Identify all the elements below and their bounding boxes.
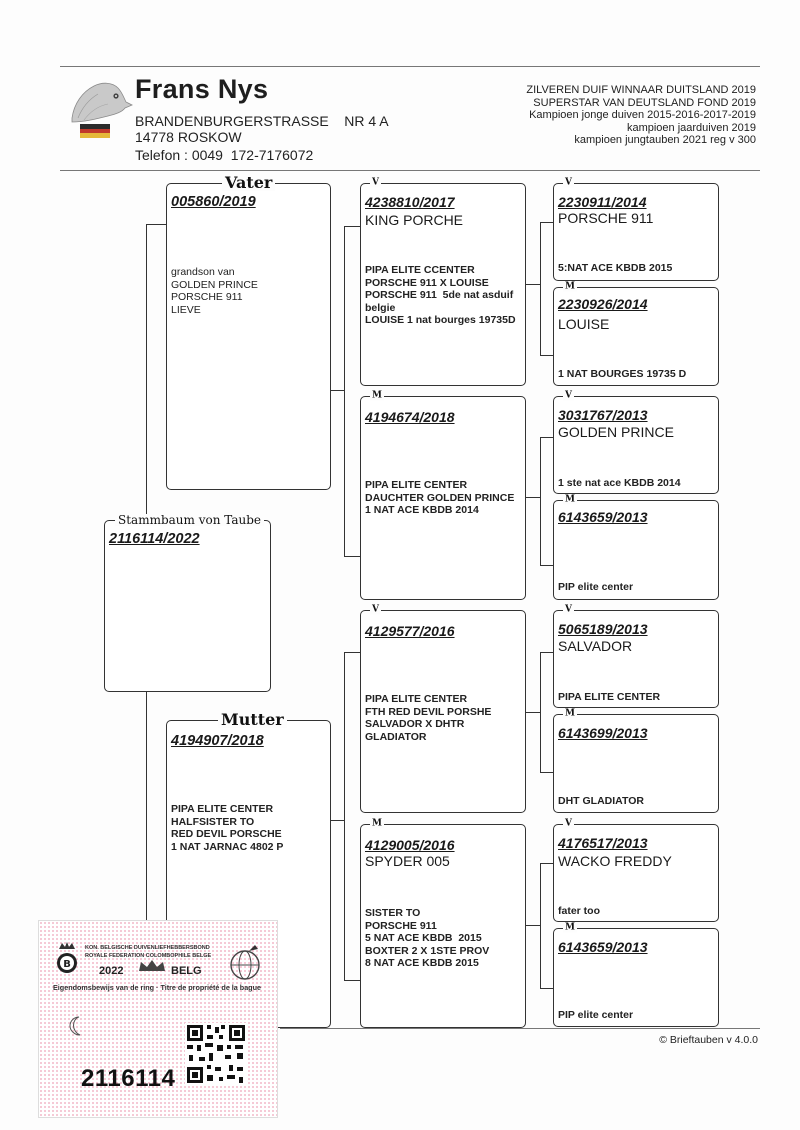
female-mark: M [565,922,575,933]
ggp-ring: 4176517/2013 [558,835,648,851]
dam-label: Mutter [218,712,287,728]
breeder-name: Frans Nys [135,74,269,104]
federation-name-fr: ROYALE FEDERATION COLOMBOPHILE BELGE [85,953,212,959]
pigeon-head-icon [68,78,134,124]
moon-icon [69,1015,83,1037]
gp-ring: 4129577/2016 [365,623,455,639]
gp-info: PIPA ELITE CENTER FTH RED DEVIL PORSHE SALVADOR X DHTR GLADIATOR [365,693,492,743]
grandparent-box [360,610,526,813]
gp-info: PIPA ELITE CENTER DAUCHTER GOLDEN PRINCE 1 NAT ACE KBDB 2014 [365,479,515,516]
copyright: © Brieftauben v 4.0.0 [659,1034,758,1046]
connector-line [344,652,345,980]
ggp-name: GOLDEN PRINCE [558,424,674,440]
connector-line [330,390,345,391]
subject-box [104,520,271,692]
sire-ring: 005860/2019 [171,194,256,210]
crown-icon [137,959,167,973]
ggp-name: LOUISE [558,316,610,332]
ggp-info: 1 ste nat ace KBDB 2014 [558,477,681,489]
ring-ownership-card [38,920,278,1118]
gp-ring: 4194674/2018 [365,409,455,425]
ownership-text: Eigendomsbewijs van de ring · Titre de propriété de la bague [53,983,261,992]
connector-line [540,355,554,356]
great-grandparent-box [553,928,719,1027]
great-grandparent-box [553,396,719,494]
flag-stripe-3 [80,133,110,138]
royal-crest-icon [55,941,79,981]
ggp-ring: 3031767/2013 [558,407,648,423]
subject-ring: 2116114/2022 [109,531,200,547]
ggp-info: 1 NAT BOURGES 19735 D [558,368,687,380]
breeder-street: BRANDENBURGERSTRASSE NR 4 A [135,113,389,129]
header-bottom-rule [60,170,760,171]
great-grandparent-box [553,500,719,600]
male-mark: V [565,604,572,615]
great-grandparent-box [553,610,719,708]
connector-line [540,222,541,355]
great-grandparent-box [553,287,719,386]
qr-code-icon [185,1023,247,1085]
great-grandparent-box [553,183,719,281]
subject-label: Stammbaum von Taube [115,514,264,526]
gp-name: SPYDER 005 [365,853,450,869]
ggp-ring: 6143659/2013 [558,939,648,955]
ggp-ring: 5065189/2013 [558,621,648,637]
connector-line [540,772,554,773]
connector-line [525,712,541,713]
female-mark: M [372,390,382,401]
federation-name-nl: KON. BELGISCHE DUIVENLIEFHEBBERSBOND [85,945,210,951]
gp-name: KING PORCHE [365,212,464,228]
ggp-info: PIP elite center [558,581,634,593]
male-mark: V [565,818,572,829]
male-mark: V [372,177,379,188]
ggp-info: PIP elite center [558,1009,634,1021]
female-mark: M [565,281,575,292]
dam-ring: 4194907/2018 [171,733,264,749]
sire-label: Vater [222,175,275,191]
male-mark: V [565,390,572,401]
connector-line [540,437,541,565]
sire-box [166,183,331,490]
ggp-ring: 2230911/2014 [558,194,647,210]
breeder-phone: Telefon : 0049 172-7176072 [135,147,314,163]
gp-info: PIPA ELITE CCENTER PORSCHE 911 X LOUISE PORSCHE 911 5de nat asduif belgie LOUISE 1 nat bourges 19735D [365,264,516,326]
footer-rule [280,1028,760,1029]
ggp-ring: 2230926/2014 [558,296,648,312]
german-flag-icon [80,124,110,138]
title-line: SUPERSTAR VAN DEUTSLAND FOND 2019 [533,96,756,109]
connector-line [525,497,541,498]
connector-line [540,437,554,438]
gp-ring: 4238810/2017 [365,194,455,210]
title-line: kampioen jaarduiven 2019 [626,121,756,134]
ggp-name: WACKO FREDDY [558,853,672,869]
connector-line [344,980,360,981]
connector-line [540,222,554,223]
ggp-ring: 6143659/2013 [558,509,648,525]
title-line: kampioen jungtauben 2021 reg v 300 [574,134,756,147]
connector-line [540,863,554,864]
connector-line [344,652,360,653]
ggp-info: 5:NAT ACE KBDB 2015 [558,262,673,274]
ggp-info: fater too [558,905,600,917]
sire-info: grandson van GOLDEN PRINCE PORSCHE 911 LIEVE [171,266,258,316]
breeder-city: 14778 ROSKOW [135,129,242,145]
ring-number: 2116114 [81,1065,176,1092]
globe-icon [225,943,265,983]
breeder-titles [426,84,756,147]
ring-year: 2022 [99,965,124,977]
ggp-ring: 6143699/2013 [558,725,648,741]
great-grandparent-box [553,824,719,922]
female-mark: M [565,494,575,505]
connector-line [540,988,554,989]
gp-ring: 4129005/2016 [365,837,455,853]
connector-line [540,565,554,566]
ggp-name: PORSCHE 911 [558,210,654,226]
grandparent-box [360,183,526,386]
ggp-name: SALVADOR [558,638,633,654]
gp-info: SISTER TO PORSCHE 911 5 NAT ACE KBDB 2015 BOXTER 2 X 1STE PROV 8 NAT ACE KBDB 2015 [365,907,490,969]
female-mark: M [372,818,382,829]
connector-line [344,556,360,557]
female-mark: M [565,708,575,719]
dam-info: PIPA ELITE CENTER HALFSISTER TO RED DEVIL PORSCHE 1 NAT JARNAC 4802 P [171,803,284,853]
connector-line [330,820,345,821]
connector-line [525,925,541,926]
ggp-info: PIPA ELITE CENTER [558,691,661,703]
great-grandparent-box [553,714,719,813]
ring-country: BELG [171,965,202,977]
connector-line [525,284,541,285]
grandparent-box [360,396,526,600]
connector-line [344,226,360,227]
ggp-info: DHT GLADIATOR [558,795,644,807]
male-mark: V [372,604,379,615]
svg-text:B: B [63,959,71,970]
header-top-rule [60,66,760,67]
grandparent-box [360,824,526,1028]
male-mark: V [565,177,572,188]
connector-line [146,224,166,225]
title-line: Kampioen jonge duiven 2015-2016-2017-2019 [529,109,756,122]
connector-line [540,652,554,653]
title-line: ZILVEREN DUIF WINNAAR DUITSLAND 2019 [526,84,756,96]
